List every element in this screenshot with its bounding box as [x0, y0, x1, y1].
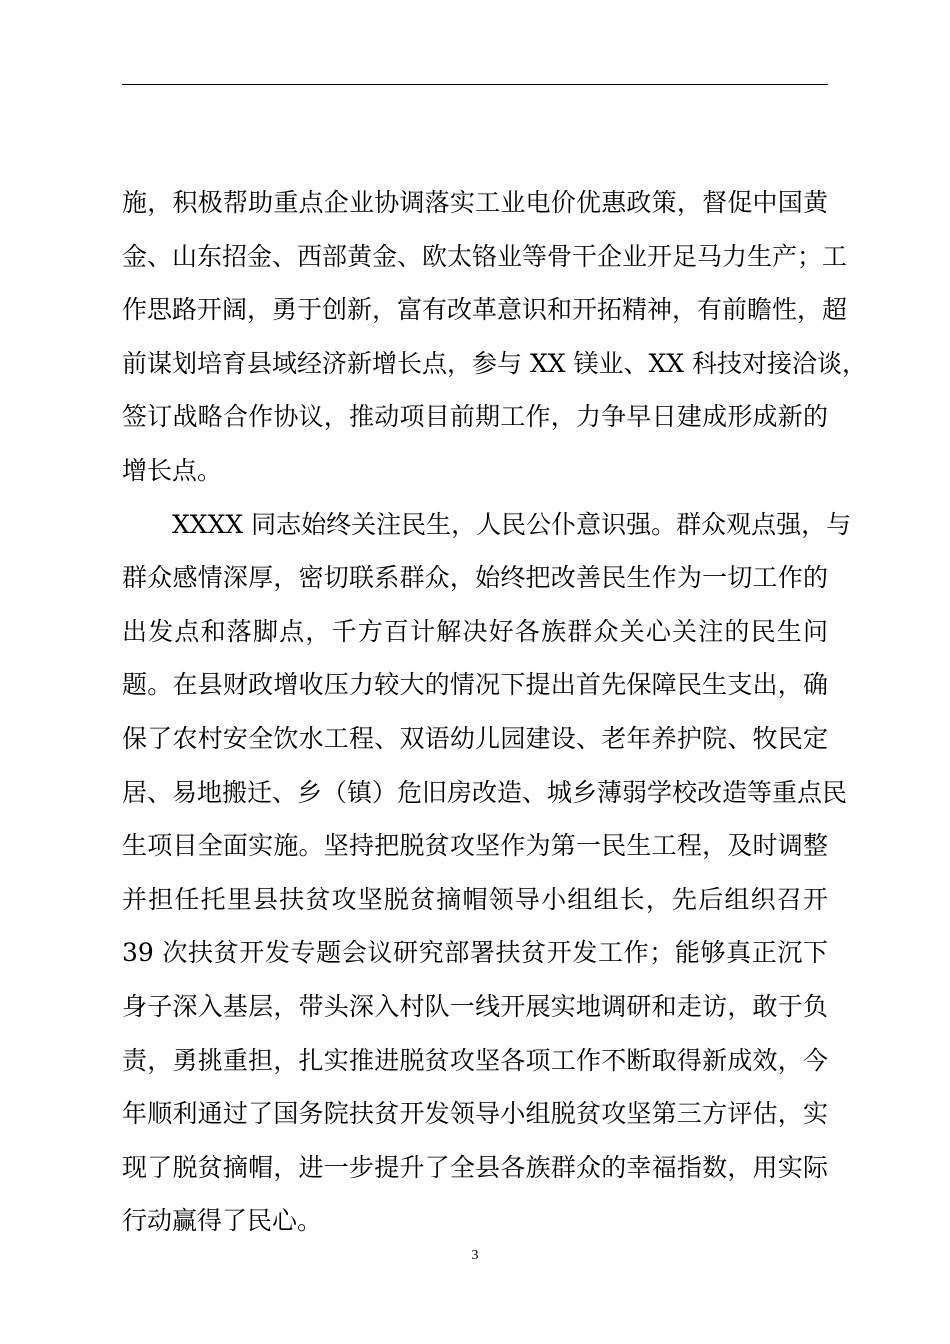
paragraph-2-line-4: 题。在县财政增收压力较大的情况下提出首先保障民生支出，确 [122, 670, 828, 700]
paragraph-2-line-1: XXXX 同志始终关注民生，人民公仆意识强。群众观点强，与 [172, 509, 852, 539]
page-number: 3 [471, 1248, 479, 1263]
header-rule [122, 84, 828, 85]
paragraph-2-line-13: 现了脱贫摘帽，进一步提升了全县各族群众的幸福指数，用实际 [122, 1152, 828, 1182]
paragraph-2-line-14: 行动赢得了民心。 [122, 1206, 323, 1236]
paragraph-2-line-3: 出发点和落脚点，千方百计解决好各族群众关心关注的民生问 [122, 616, 828, 646]
paragraph-2-line-8: 并担任托里县扶贫攻坚脱贫摘帽领导小组组长，先后组织召开 [122, 884, 828, 914]
paragraph-1-line-3: 作思路开阔，勇于创新，富有改革意识和开拓精神，有前瞻性，超 [122, 295, 848, 325]
paragraph-2-line-9: 39 次扶贫开发专题会议研究部署扶贫开发工作；能够真正沉下 [122, 938, 828, 968]
paragraph-1-line-4: 前谋划培育县域经济新增长点，参与 XX 镁业、XX 科技对接洽谈， [122, 348, 868, 378]
paragraph-2-line-6: 居、易地搬迁、乡（镇）危旧房改造、城乡薄弱学校改造等重点民 [122, 777, 848, 807]
paragraph-2-line-2: 群众感情深厚，密切联系群众，始终把改善民生作为一切工作的 [122, 563, 828, 593]
paragraph-2-line-5: 保了农村安全饮水工程、双语幼儿园建设、老年养护院、牧民定 [122, 723, 828, 753]
paragraph-2-line-11: 责，勇挑重担，扎实推进脱贫攻坚各项工作不断取得新成效，今 [122, 1045, 828, 1075]
paragraph-1-line-6: 增长点。 [122, 455, 223, 485]
paragraph-2-line-7: 生项目全面实施。坚持把脱贫攻坚作为第一民生工程，及时调整 [122, 831, 828, 861]
document-body [122, 176, 868, 1248]
paragraph-1-line-5: 签订战略合作协议，推动项目前期工作，力争早日建成形成新的 [122, 402, 828, 432]
paragraph-1-line-1: 施，积极帮助重点企业协调落实工业电价优惠政策，督促中国黄 [122, 188, 828, 217]
paragraph-2-line-10: 身子深入基层，带头深入村队一线开展实地调研和走访，敢于负 [122, 991, 828, 1021]
paragraph-1-line-2: 金、山东招金、西部黄金、欧太铬业等骨干企业开足马力生产；工 [122, 241, 848, 271]
paragraph-2-line-12: 年顺利通过了国务院扶贫开发领导小组脱贫攻坚第三方评估，实 [122, 1099, 828, 1129]
